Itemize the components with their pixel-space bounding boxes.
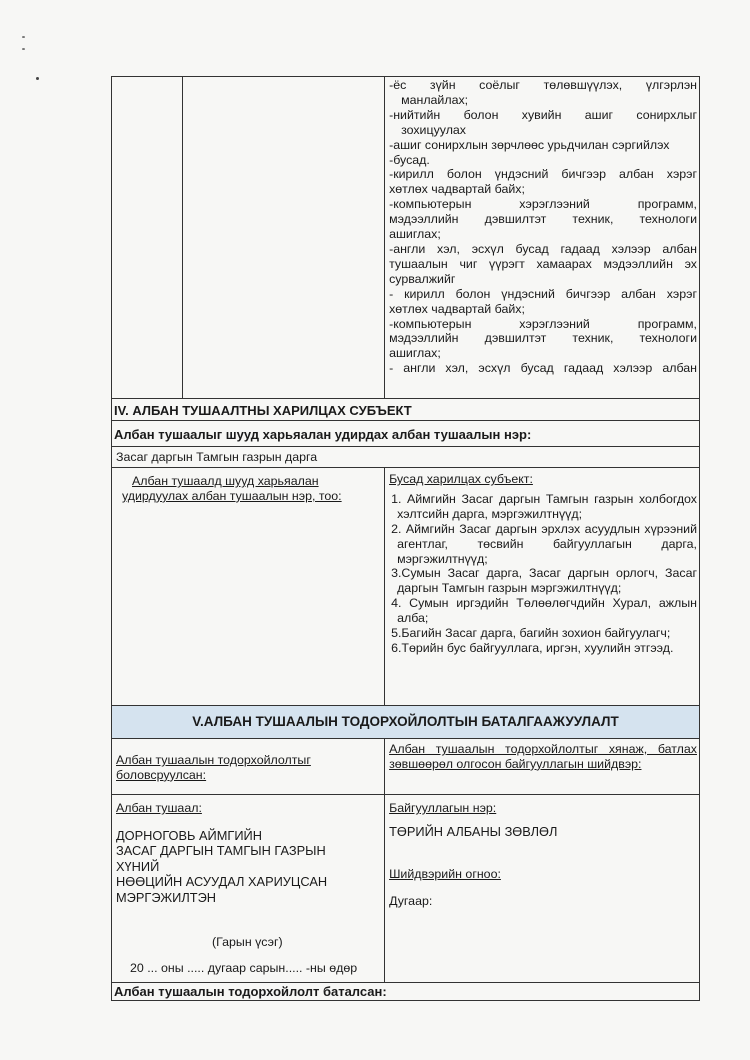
approved-label: Албан тушаалын тодорхойлолт баталсан:	[114, 984, 387, 999]
scan-speck	[36, 77, 39, 80]
other-subject-item: 1. Аймгийн Засаг даргын Тамгын газрын холбогдох хэлтсийн дарга, мэргэжилтнүүд;	[391, 491, 697, 521]
position-label: Албан тушаал:	[116, 801, 202, 815]
supervisor-value: Засаг даргын Тамгын газрын дарга	[116, 450, 318, 464]
requirement-line: -ёс зүйн соёлыг төлөвшүүлэх, үлгэрлэн	[389, 78, 697, 92]
requirement-line: -нийтийн болон хувийн ашиг сонирхлыг	[389, 107, 697, 122]
subordinate-label-line2: удирдуулах албан тушаалын нэр, тоо:	[122, 488, 342, 503]
other-subjects-cell	[384, 468, 699, 705]
prepared-label-line1: Албан тушаалын тодорхойлолтыг	[116, 753, 311, 767]
decision-date-label: Шийдвэрийн огноо:	[389, 867, 501, 881]
requirement-line: хөтлөх чадвартай байх;	[389, 182, 525, 197]
section-4-title: IV. АЛБАН ТУШААЛТНЫ ХАРИЛЦАХ СУБЪЕКТ	[114, 403, 412, 418]
requirement-line: ашиглах;	[389, 346, 441, 361]
position-line: ХҮНИЙ	[116, 858, 160, 874]
scan-speck	[22, 48, 25, 50]
approved-org-label: Албан тушаалын тодорхойлолтыг хянаж, батлах зөвшөөрөл олгосон байгууллагын шийдвэр:	[384, 739, 699, 794]
supervisor-label: Албан тушаалыг шууд харьяалан удирдах албан тушаалын нэр:	[114, 427, 532, 442]
requirement-line: -кирилл болон үндэсний бичгээр албан хэрэг	[389, 167, 697, 182]
subordinate-cell	[112, 468, 384, 705]
subjects-row	[112, 468, 699, 706]
scan-speck	[22, 36, 25, 38]
requirement-line: -англи хэл, эсхүл бусад гадаад хэлээр албан	[389, 241, 697, 256]
other-subject-item: 2. Аймгийн Засаг даргын эрхлэх асуудлын хүрээний агентлаг, төсвийн байгууллагын дарга, мэргэжилтнүүд;	[391, 521, 697, 566]
empty-cell	[112, 77, 182, 398]
requirements-list	[384, 77, 699, 398]
requirement-line: хөтлөх чадвартай байх;	[389, 301, 525, 316]
requirement-line: -бусад.	[389, 152, 430, 167]
empty-cell	[182, 77, 384, 398]
section-5-title-row	[112, 706, 699, 739]
section-4-title-row	[112, 399, 699, 421]
requirement-line: зохицуулах	[401, 122, 467, 137]
prepared-row	[112, 739, 699, 795]
requirement-line: манлайлах;	[401, 92, 469, 107]
position-line: НӨӨЦИЙН АСУУДАЛ ХАРИУЦСАН	[116, 874, 328, 890]
date-line: 20 ... оны ..... дугаар сарын..... -ны өдөр	[130, 961, 358, 975]
supervisor-label-row	[112, 421, 699, 447]
org-name-value: ТӨРИЙН АЛБАНЫ ЗӨВЛӨЛ	[389, 823, 558, 839]
org-name-label: Байгууллагын нэр:	[389, 801, 497, 815]
other-subject-item: 3.Сумын Засаг дарга, Засаг даргын орлогч, Засаг даргын Тамгын газрын мэргэжилтнүүд;	[391, 566, 697, 596]
requirement-line: тушаалын чиг үүрэгт хамаарах мэдээллийн эх	[389, 256, 697, 271]
position-lines	[116, 828, 380, 906]
requirement-line: -компьютерын хэрэглээний программ,	[389, 316, 697, 331]
other-subject-item: 5.Багийн Засаг дарга, багийн зохион байгуулагч;	[391, 626, 671, 641]
requirement-line: - кирилл болон үндэсний бичгээр албан хэрэг	[389, 286, 697, 301]
signature-label: (Гарын үсэг)	[212, 935, 283, 949]
requirement-line: сурвалжийг	[389, 271, 456, 286]
requirement-line: -компьютерын хэрэглээний программ,	[389, 197, 697, 212]
requirement-line: - англи хэл, эсхүл бусад гадаад хэлээр албан	[389, 361, 697, 376]
decision-cell	[384, 795, 699, 982]
position-line: МЭРГЭЖИЛТЭН	[116, 889, 217, 905]
position-line: ДОРНОГОВЬ АЙМГИЙН	[116, 827, 262, 843]
job-description-table	[111, 76, 700, 1001]
supervisor-value-row	[112, 447, 699, 468]
position-row	[112, 795, 699, 983]
other-subject-item: 4. Сумын иргэдийн Төлөөлөгчдийн Хурал, ажлын алба;	[391, 596, 697, 626]
position-cell	[112, 795, 384, 982]
position-line: ЗАСАГ ДАРГЫН ТАМГЫН ГАЗРЫН	[116, 843, 326, 859]
other-subjects-label: Бусад харилцах субъект:	[389, 472, 533, 486]
requirements-row	[112, 77, 699, 399]
requirement-line: -ашиг сонирхлын зөрчлөөс урьдчилан сэргийлэх	[389, 137, 670, 152]
requirement-line: мэдээллийн дэвшилтэт техник, технологи	[389, 212, 697, 227]
subordinate-label-line1: Албан тушаалд шууд харьяалан	[132, 474, 319, 488]
other-subjects-list	[389, 492, 697, 656]
prepared-cell	[112, 739, 384, 794]
other-subject-item: 6.Төрийн бус байгууллага, иргэн, хуулийн этгээд.	[391, 640, 674, 655]
section-5-title: V.АЛБАН ТУШААЛЫН ТОДОРХОЙЛОЛТЫН БАТАЛГААЖУУЛАЛТ	[112, 706, 699, 738]
number-label: Дугаар:	[389, 894, 433, 908]
approved-row	[112, 983, 699, 1000]
requirement-line: ашиглах;	[389, 227, 441, 242]
requirement-line: мэдээллийн дэвшилтэт техник, технологи	[389, 331, 697, 346]
prepared-label-line2: боловсруулсан:	[116, 767, 207, 782]
